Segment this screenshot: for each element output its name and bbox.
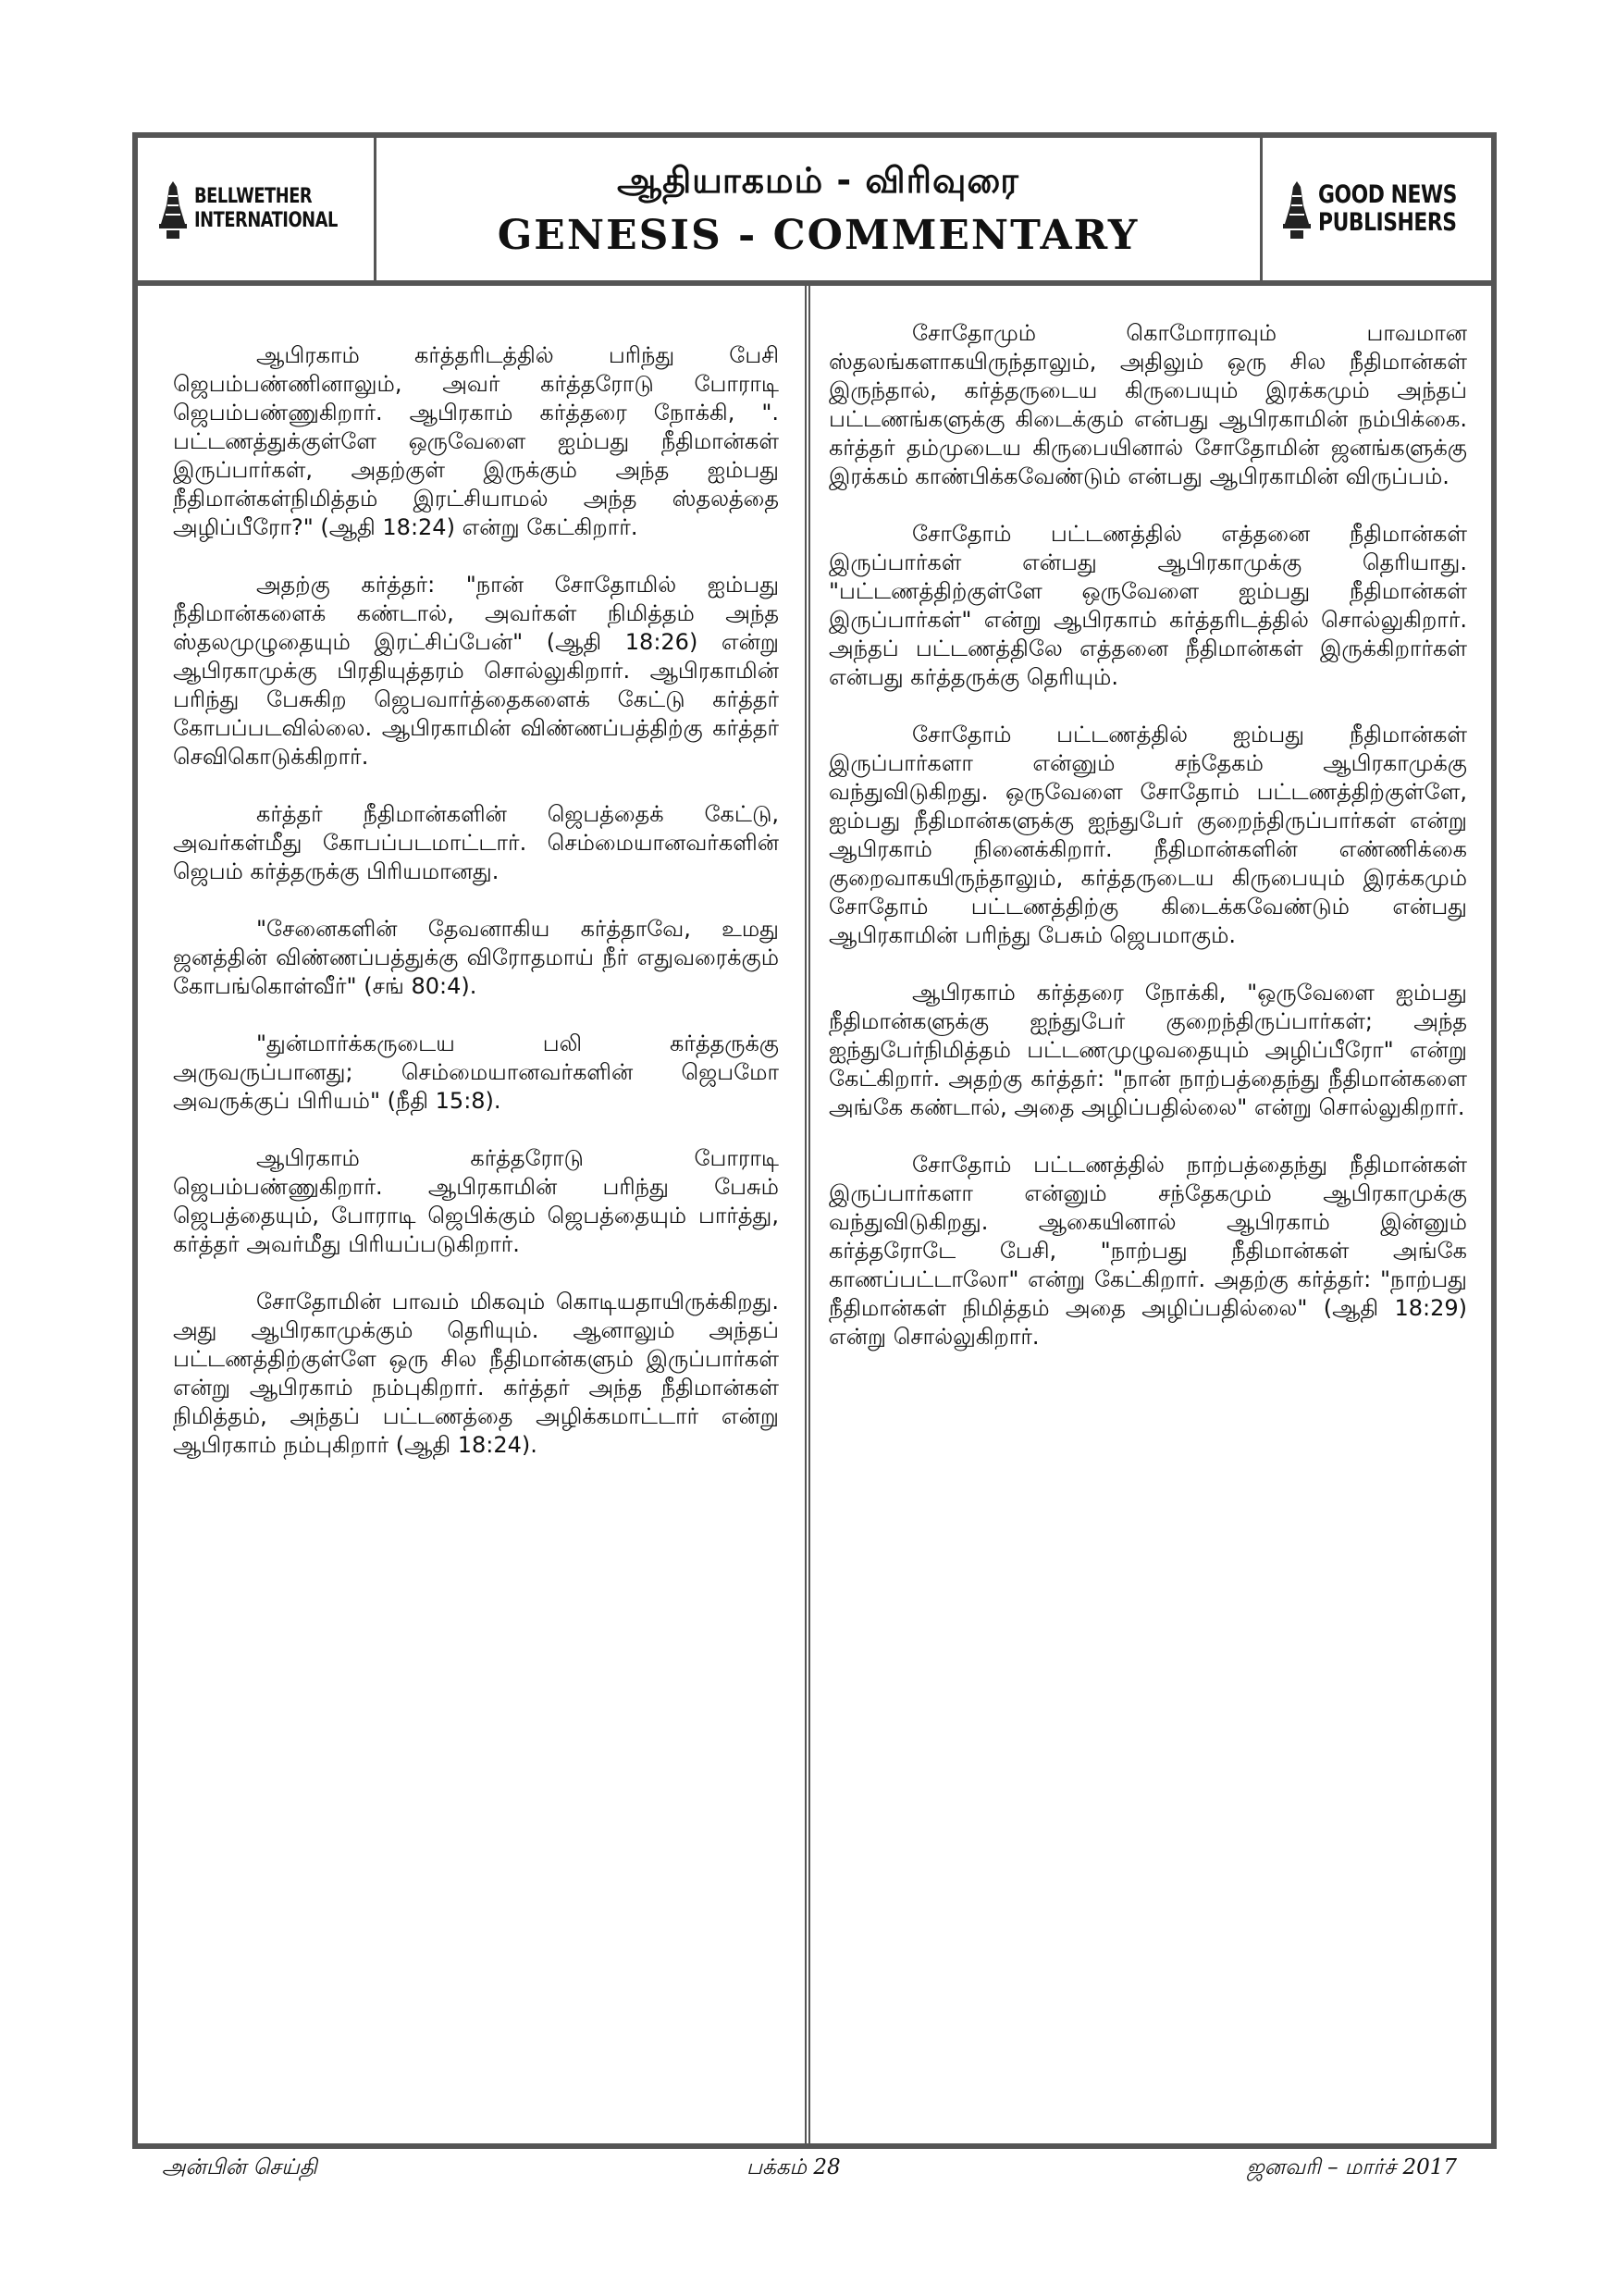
footer-publication: அன்பின் செய்தி [162, 2155, 317, 2179]
logo-line-1: GOOD NEWS [1318, 180, 1458, 209]
logo-line-2: INTERNATIONAL [194, 209, 339, 232]
right-column [810, 286, 1491, 2149]
paragraph: கர்த்தர் நீதிமான்களின் ஜெபத்தைக் கேட்டு, அவர்கள்மீது கோபப்படமாட்டார். செம்மையானவர்களின் ஜெபம் கர்த்தருக்கு பிரியமானது. [173, 801, 779, 884]
header [138, 138, 1491, 286]
content-body [138, 286, 1491, 2149]
title-cell [376, 138, 1260, 280]
page-title-english: GENESIS - COMMENTARY [497, 211, 1140, 259]
paragraph: ஆபிரகாம் கர்த்தரை நோக்கி, "ஒருவேளை ஐம்பது நீதிமான்களுக்கு ஐந்துபேர் குறைந்திருப்பார்கள்; அந்த ஐந்துபேர்நிமித்தம் பட்டணமுழுவதையும் அழிப்பீரோ" என்று கேட்கிறார். அதற்கு கர்த்தர்: "நான் நாற்பத்தைந்து நீதிமான்களை அங்கே கண்டால், அதை அழிப்பதில்லை" என்று சொல்லுகிறார். [829, 980, 1467, 1120]
paragraph: "சேனைகளின் தேவனாகிய கர்த்தாவே, உமது ஜனத்தின் விண்ணப்பத்துக்கு விரோதமாய் நீர் எதுவரைக்கும் கோபங்கொள்வீர்" (சங் 80:4). [173, 916, 779, 999]
paragraph: ஆபிரகாம் கர்த்தரோடு போராடி ஜெபம்பண்ணுகிறார். ஆபிரகாமின் பரிந்து பேசும் ஜெபத்தையும், போராடி ஜெபிக்கும் ஜெபத்தையும் பார்த்து, கர்த்தர் அவர்மீது பிரியப்படுகிறார். [173, 1145, 779, 1257]
bellwether-logo [157, 178, 353, 241]
bell-icon [1281, 178, 1313, 241]
paragraph: சோதோம் பட்டணத்தில் எத்தனை நீதிமான்கள் இருப்பார்கள் என்பது ஆபிரகாமுக்கு தெரியாது. "பட்டணத்திற்குள்ளே ஒருவேளை ஐம்பது நீதிமான்கள் இருப்பார்கள்" என்று ஆபிரகாம் கர்த்தரிடத்தில் சொல்லுகிறார். அந்தப் பட்டணத்திலே எத்தனை நீதிமான்கள் இருக்கிறார்கள் என்பது கர்த்தருக்கு தெரியும். [829, 521, 1467, 690]
paragraph: அதற்கு கர்த்தர்: "நான் சோதோமில் ஐம்பது நீதிமான்களைக் கண்டால், அவர்கள் நிமித்தம் அந்த ஸ்தலமுழுதையும் இரட்சிப்பேன்" (ஆதி 18:26) என்று ஆபிரகாமுக்கு பிரதியுத்தரம் சொல்லுகிறார். ஆபிரகாமின் பரிந்து பேசுகிற ஜெபவார்த்தைகளைக் கேட்டு கர்த்தர் கோபப்படவில்லை. ஆபிரகாமின் விண்ணப்பத்திற்கு கர்த்தர் செவிகொடுக்கிறார். [173, 572, 779, 770]
logo-line-2: PUBLISHERS [1318, 208, 1457, 237]
bellwether-logo-cell [138, 138, 376, 280]
logo-line-1: BELLWETHER [194, 185, 313, 208]
page-title-tamil: ஆதியாகமம் - விரிவுரை [617, 159, 1019, 201]
page-frame [132, 132, 1497, 2149]
paragraph: "துன்மார்க்கருடைய பலி கர்த்தருக்கு அருவருப்பானது; செம்மையானவர்களின் ஜெபமோ அவருக்குப் பிரியம்" (நீதி 15:8). [173, 1031, 779, 1114]
paragraph: சோதோமின் பாவம் மிகவும் கொடியதாயிருக்கிறது. அது ஆபிரகாமுக்கும் தெரியும். ஆனாலும் அந்தப் பட்டணத்திற்குள்ளே ஒரு சில நீதிமான்களும் இருப்பார்கள் என்று ஆபிரகாம் நம்புகிறார். கர்த்தர் அந்த நீதிமான்கள் நிமித்தம், அந்தப் பட்டணத்தை அழிக்கமாட்டார் என்று ஆபிரகாம் நம்புகிறார் (ஆதி 18:24). [173, 1289, 779, 1458]
paragraph: சோதோமும் கொமோராவும் பாவமான ஸ்தலங்களாகயிருந்தாலும், அதிலும் ஒரு சில நீதிமான்கள் இருந்தால், கர்த்தருடைய கிருபையும் இரக்கமும் அந்தப் பட்டணங்களுக்கு கிடைக்கும் என்பது ஆபிரகாமின் நம்பிக்கை. கர்த்தர் தம்முடைய கிருபையினால் சோதோமின் ஜனங்களுக்கு இரக்கம் காண்பிக்கவேண்டும் என்பது ஆபிரகாமின் விருப்பம். [829, 320, 1467, 489]
goodnews-logo-cell [1260, 138, 1491, 280]
bell-icon [157, 178, 189, 241]
paragraph: சோதோம் பட்டணத்தில் நாற்பத்தைந்து நீதிமான்கள் இருப்பார்களா என்னும் சந்தேகமும் ஆபிரகாமுக்கு வந்துவிடுகிறது. ஆகையினால் ஆபிரகாம் இன்னும் கர்த்தரோடே பேசி, "நாற்பது நீதிமான்கள் அங்கே காணப்பட்டாலோ" என்று கேட்கிறார். அதற்கு கர்த்தர்: "நாற்பது நீதிமான்கள் நிமித்தம் அதை அழிப்பதில்லை" (ஆதி 18:29) என்று சொல்லுகிறார். [829, 1152, 1467, 1350]
paragraph: ஆபிரகாம் கர்த்தரிடத்தில் பரிந்து பேசி ஜெபம்பண்ணினாலும், அவர் கர்த்தரோடு போராடி ஜெபம்பண்ணுகிறார். ஆபிரகாம் கர்த்தரை நோக்கி, ". பட்டணத்துக்குள்ளே ஒருவேளை ஐம்பது நீதிமான்கள் இருப்பார்கள், அதற்குள் இருக்கும் அந்த ஐம்பது நீதிமான்கள்நிமித்தம் இரட்சியாமல் அந்த ஸ்தலத்தை அழிப்பீரோ?" (ஆதி 18:24) என்று கேட்கிறார். [173, 342, 779, 540]
footer-date: ஜனவரி – மார்ச் 2017 [1246, 2155, 1457, 2179]
page-footer [162, 2155, 1457, 2192]
goodnews-logo [1281, 178, 1473, 241]
footer-page-number: பக்கம் 28 [746, 2155, 841, 2179]
paragraph: சோதோம் பட்டணத்தில் ஐம்பது நீதிமான்கள் இருப்பார்களா என்னும் சந்தேகம் ஆபிரகாமுக்கு வந்துவிடுகிறது. ஒருவேளை சோதோம் பட்டணத்திற்குள்ளே, ஐம்பது நீதிமான்களுக்கு ஐந்துபேர் குறைந்திருப்பார்கள் என்று ஆபிரகாம் நினைக்கிறார். நீதிமான்களின் எண்ணிக்கை குறைவாகயிருந்தாலும், கர்த்தருடைய கிருபையும் இரக்கமும் சோதோம் பட்டணத்திற்கு கிடைக்கவேண்டும் என்பது ஆபிரகாமின் பரிந்து பேசும் ஜெபமாகும். [829, 722, 1467, 948]
left-column [138, 286, 810, 2149]
